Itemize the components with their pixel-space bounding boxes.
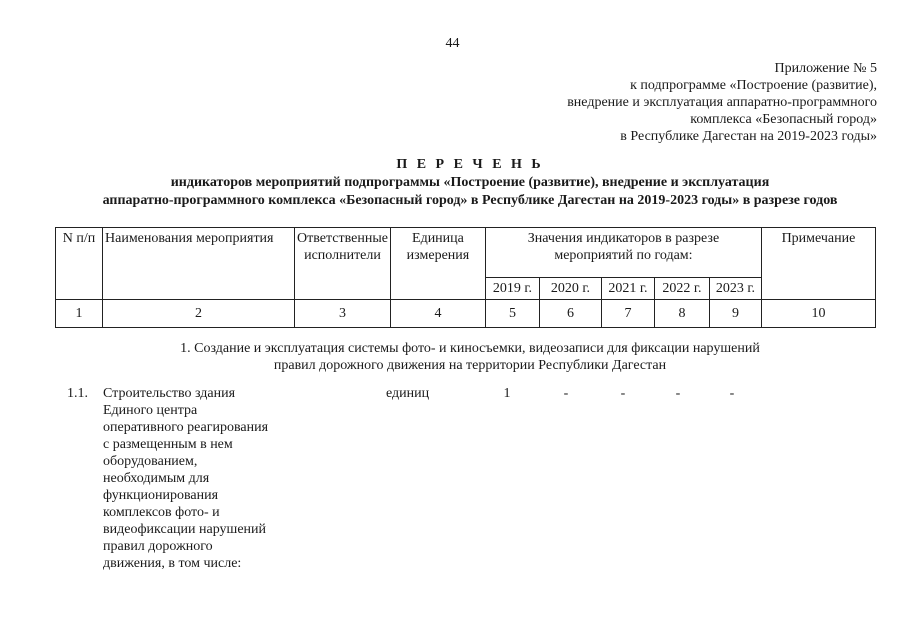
title-heading: П Е Р Е Ч Е Н Ь [396,157,544,172]
row-value: 1 [503,386,511,401]
column-number: 2 [103,300,295,328]
document-title [0,156,905,210]
column-number: 3 [295,300,391,328]
section-heading [0,340,905,374]
appendix-line: в Республике Дагестан на 2019-2023 годы» [620,129,877,144]
header-name: Наименования мероприятия [103,228,295,300]
year-cell: 2020 г. [539,278,601,300]
row-name-line: оперативного реагирования [103,420,269,435]
row-name-line: Единого центра [103,403,198,418]
appendix-header [567,60,877,145]
appendix-line: Приложение № 5 [774,61,877,76]
column-number: 4 [390,300,485,328]
page-number: 44 [445,36,460,51]
row-number: 1.1. [67,386,88,401]
year-cell: 2022 г. [654,278,709,300]
column-number: 6 [539,300,601,328]
header-values: Значения индикаторов в разрезе мероприятий по годам: [485,228,761,278]
column-number: 9 [709,300,761,328]
row-name-line: движения, в том числе: [103,556,242,571]
row-value: - [563,386,569,401]
year-cell: 2021 г. [601,278,654,300]
title-line: индикаторов мероприятий подпрограммы «Построение (развитие), внедрение и эксплуатация [170,175,770,190]
appendix-line: к подпрограмме «Построение (развитие), [630,78,877,93]
header-note: Примечание [761,228,875,300]
appendix-line: внедрение и эксплуатация аппаратно-программного [567,95,877,110]
column-number: 7 [601,300,654,328]
row-value: - [620,386,626,401]
row-name-line: функционирования [103,488,219,503]
row-name-line: видеофиксации нарушений [103,522,267,537]
appendix-line: комплекса «Безопасный город» [690,112,877,127]
header-num: N п/п [56,228,103,300]
section-line: правил дорожного движения на территории Республики Дагестан [273,358,667,373]
row-name-line: правил дорожного [103,539,213,554]
header-responsible: Ответственные исполнители [295,228,391,300]
row-name-line: необходимым для [103,471,210,486]
column-number: 8 [654,300,709,328]
row-value: - [729,386,735,401]
row-name-line: Строительство здания [103,386,236,401]
header-unit: Единица измерения [390,228,485,300]
section-line: 1. Создание и эксплуатация системы фото- и киносъемки, видеозаписи для фиксации нарушений [180,341,760,356]
row-value: - [675,386,681,401]
year-cell: 2023 г. [709,278,761,300]
row-name-line: с размещенным в нем [103,437,233,452]
title-line: аппаратно-программного комплекса «Безопасный город» в Республике Дагестан на 2019-2023 годы» в разрезе годов [102,193,838,208]
year-cell: 2019 г. [485,278,539,300]
column-number: 1 [56,300,103,328]
indicators-table [55,227,876,328]
column-number: 10 [761,300,875,328]
row-name [103,385,293,572]
row-unit: единиц [386,386,430,401]
row-name-line: оборудованием, [103,454,198,469]
row-name-line: комплексов фото- и [103,505,220,520]
column-number: 5 [485,300,539,328]
